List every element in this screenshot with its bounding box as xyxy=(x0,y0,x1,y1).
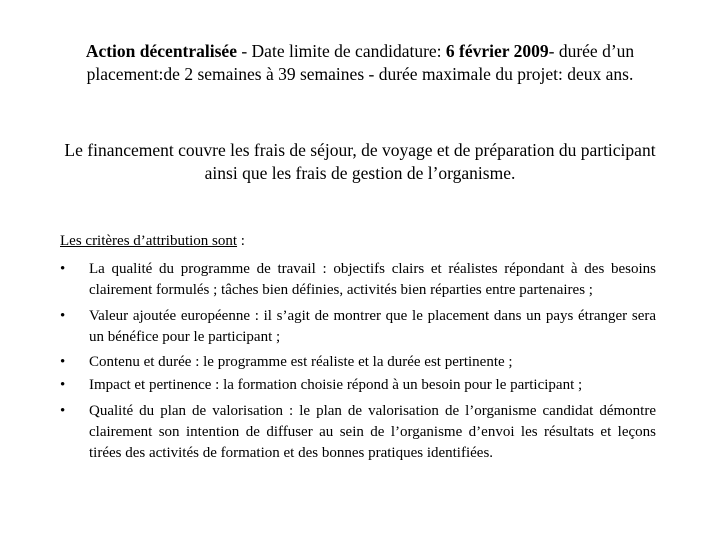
list-item-text: Impact et pertinence : la formation choisie répond à un besoin pour le participant ; xyxy=(89,377,583,394)
bullet-icon: • xyxy=(60,377,66,394)
bullet-icon: • xyxy=(60,354,66,371)
criteria-heading-text: Les critères d’attribution sont xyxy=(60,233,238,249)
list-item xyxy=(60,375,656,396)
list-item-text: Valeur ajoutée européenne : il s’agit de montrer que le placement dans un pays étranger sera un bénéfice pour le participant ; xyxy=(89,307,656,345)
bullet-icon: • xyxy=(60,307,66,324)
list-item xyxy=(60,306,656,349)
list-item xyxy=(60,259,656,302)
list-item-text: La qualité du programme de travail : objectifs clairs et réalistes répondant à des besoins clairement formulés ; tâches bien définies, activités bien réparties entre partenaires ; xyxy=(89,261,656,299)
criteria-heading-colon: : xyxy=(237,233,245,249)
action-label: Action décentralisée xyxy=(85,41,237,61)
intro-deadline-prefix: - Date limite de candidature: xyxy=(236,41,446,61)
list-item xyxy=(60,352,656,373)
list-item-text: Contenu et durée : le programme est réaliste et la durée est pertinente ; xyxy=(89,354,513,371)
deadline-date: 6 février 2009 xyxy=(445,41,549,61)
funding-paragraph: Le financement couvre les frais de séjour, de voyage et de préparation du participant ainsi que les frais de gestion de l’organisme. xyxy=(64,140,656,183)
bullet-icon: • xyxy=(60,261,66,277)
list-item-text: Qualité du plan de valorisation : le plan de valorisation de l’organisme candidat démontre clairement son intention de diffuser au sein de l’organisme d’envoi les résultats et leçons tirées des activités de formation et des bonnes pratiques identifiées. xyxy=(89,402,656,462)
list-item xyxy=(60,401,656,465)
bullet-icon: • xyxy=(60,402,66,419)
intro-paragraph xyxy=(60,40,660,86)
intro-duration-text: - durée d’un placement:de 2 semaines à 39 semaines - durée maximale du projet: deux ans. xyxy=(86,41,635,84)
criteria-heading xyxy=(60,231,245,251)
criteria-list xyxy=(60,259,656,469)
